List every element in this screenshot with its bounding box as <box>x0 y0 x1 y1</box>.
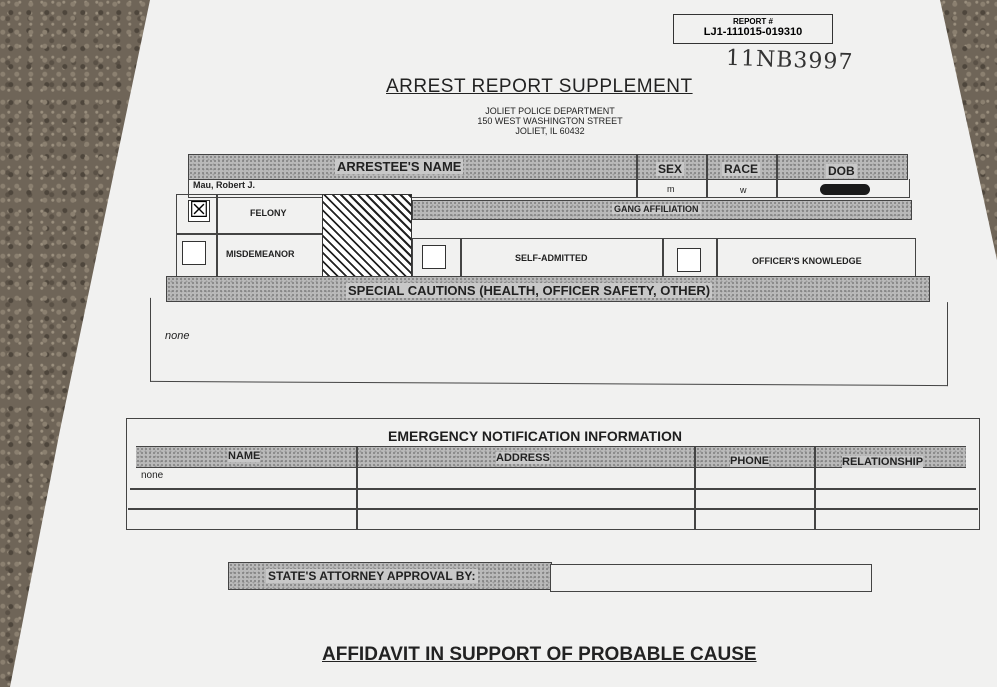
department-name: JOLIET POLICE DEPARTMENT <box>485 106 615 116</box>
race-value: w <box>740 185 747 195</box>
cautions-value: none <box>165 330 190 342</box>
misdemeanor-checkbox[interactable] <box>182 241 206 265</box>
arrestee-name-value: Mau, Robert J. <box>193 180 256 190</box>
emergency-title: EMERGENCY NOTIFICATION INFORMATION <box>388 428 682 444</box>
self-admitted-checkbox[interactable] <box>422 245 446 269</box>
self-admitted-label: SELF-ADMITTED <box>515 253 588 263</box>
report-number-value: LJ1-111015-019310 <box>703 26 803 38</box>
arrestee-header-row <box>188 154 908 180</box>
felony-checkbox[interactable]: ☒ <box>189 197 209 222</box>
approval-label: STATE'S ATTORNEY APPROVAL BY: <box>268 569 476 583</box>
column-header-address: ADDRESS <box>496 452 550 464</box>
sex-value: m <box>667 184 675 194</box>
race-header: RACE <box>724 162 759 176</box>
dob-header: DOB <box>828 164 855 178</box>
report-number-box <box>673 14 833 44</box>
column-header-relationship: RELATIONSHIP <box>842 456 924 468</box>
misdemeanor-label: MISDEMEANOR <box>226 249 295 259</box>
divider <box>460 238 462 280</box>
cautions-header: SPECIAL CAUTIONS (HEALTH, OFFICER SAFETY, OTHER) <box>348 283 711 298</box>
officer-knowledge-label: OFFICER'S KNOWLEDGE <box>752 256 862 266</box>
felony-label: FELONY <box>250 208 287 218</box>
affidavit-title: AFFIDAVIT IN SUPPORT OF PROBABLE CAUSE <box>322 644 757 665</box>
hatched-box <box>322 194 412 278</box>
divider <box>716 238 718 280</box>
column-header-name: NAME <box>228 450 261 462</box>
report-number-label: REPORT # <box>732 17 773 26</box>
handwritten-number: 11NB3997 <box>725 45 854 76</box>
cautions-box <box>150 298 948 386</box>
officer-knowledge-checkbox[interactable] <box>677 248 701 272</box>
department-address <box>430 106 670 136</box>
department-street: 150 WEST WASHINGTON STREET <box>477 116 623 126</box>
department-city: JOLIET, IL 60432 <box>515 126 585 136</box>
divider <box>662 238 664 280</box>
column-header-phone: PHONE <box>730 455 770 467</box>
redacted-dob <box>820 184 870 195</box>
table-row-divider <box>130 488 976 490</box>
gang-affiliation-header: GANG AFFILIATION <box>614 204 699 214</box>
page-title: ARREST REPORT SUPPLEMENT <box>386 76 693 97</box>
approval-signature-field[interactable] <box>550 564 872 592</box>
divider <box>216 194 218 278</box>
arrestee-name-header: ARRESTEE'S NAME <box>337 159 462 174</box>
table-row-divider <box>128 508 978 510</box>
sex-header: SEX <box>658 162 683 176</box>
table-row-name-value: none <box>141 470 164 481</box>
